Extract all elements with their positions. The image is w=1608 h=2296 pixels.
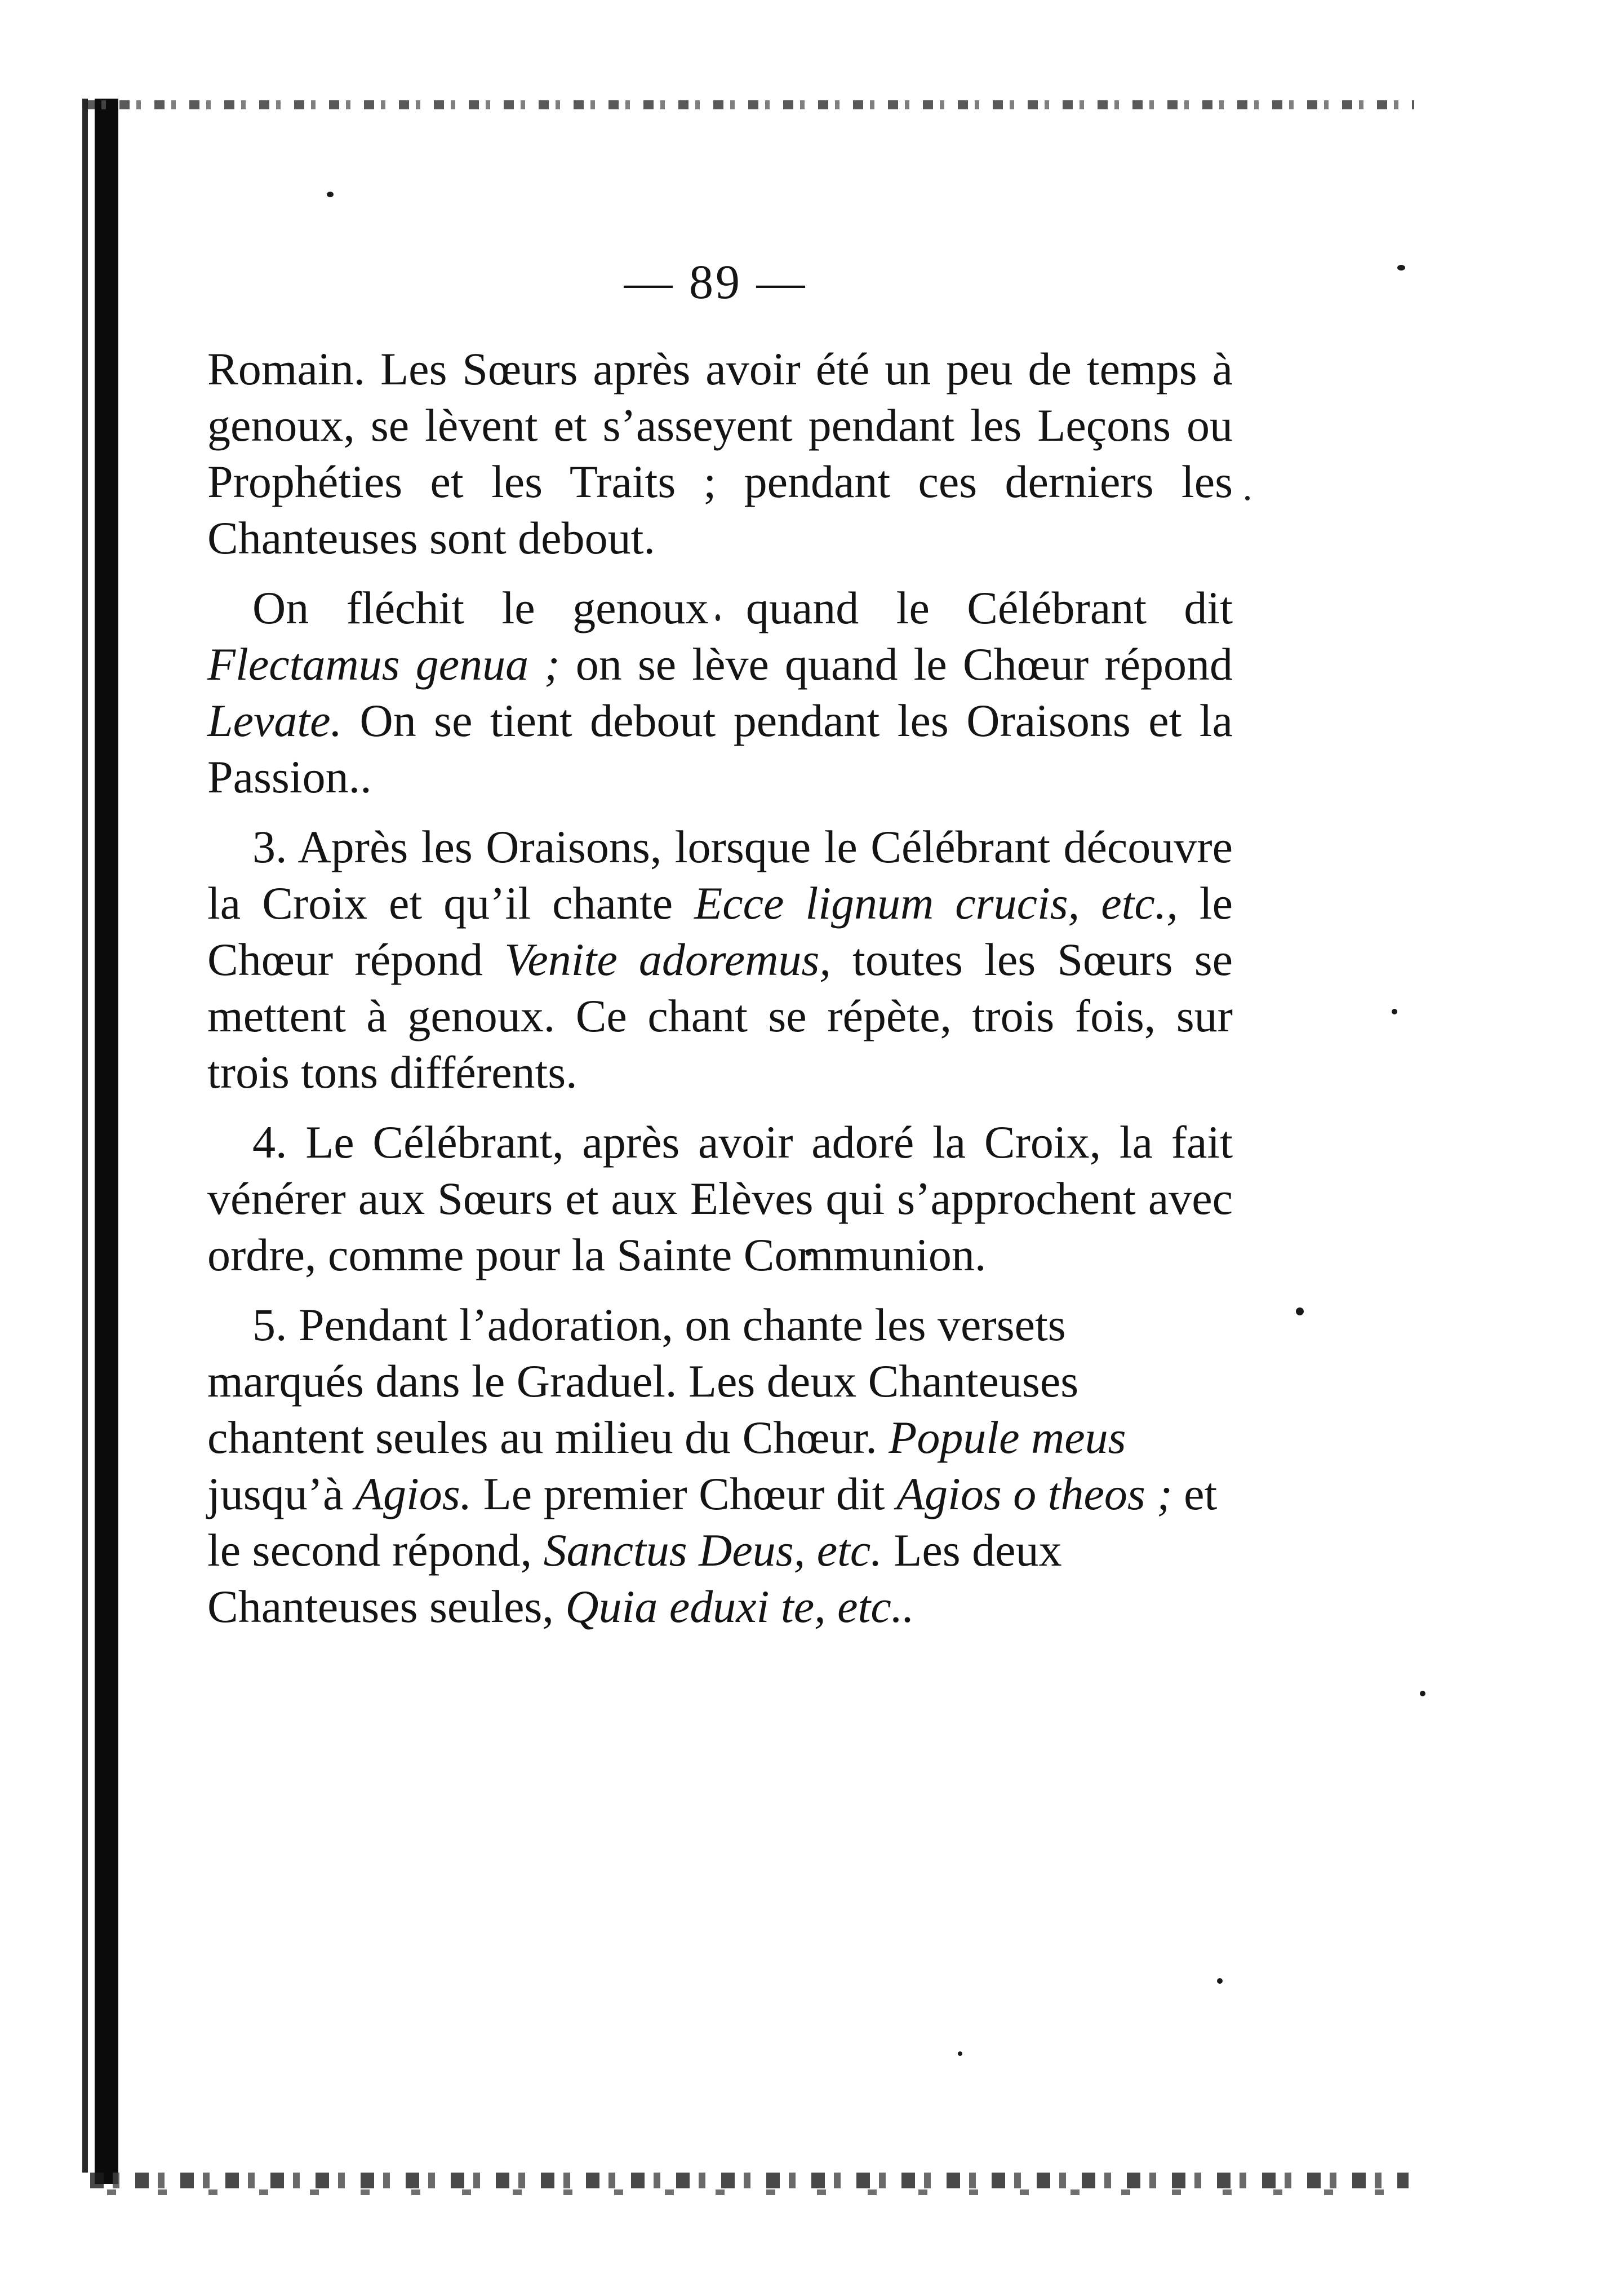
scan-speck [958,2051,962,2056]
text-run: 4. Le Célébrant, après avoir adoré la Croix, la fait vénérer aux Sœurs et aux Elèves qui s’approchent avec ordre, comme pour la Sainte Communion. [207,1116,1233,1280]
body-text [207,341,1233,1648]
latin-phrase: Agios. [354,1468,472,1519]
text-run: On se tient debout pendant les Oraisons et la Passion.. [207,695,1233,803]
text-run: et le second répond, [207,1468,1218,1576]
text-run: 3. Après les Oraisons, lorsque le Célébrant découvre la Croix et qu’il chante [207,821,1233,929]
latin-phrase: Flectamus genua ; [207,639,560,690]
scan-binding-line [82,99,88,2173]
text-run: Le premier Chœur dit [472,1468,896,1519]
latin-phrase: Agios o theos ; [896,1468,1172,1519]
latin-phrase: Venite adoremus, [504,934,831,985]
scan-speck [1420,1691,1425,1696]
text-run: jusqu’à [207,1468,355,1519]
scan-speck [1217,1978,1223,1984]
paragraph [207,341,1233,566]
latin-phrase: Ecce lignum crucis, etc., [694,877,1178,929]
text-run: Romain. Les Sœurs après avoir été un peu de temps à genoux, se lèvent et s’asseyent pendant les Leçons ou Prophéties et les Traits ; pendant ces derniers les Chanteuses sont debout. [207,343,1233,564]
scan-top-edge [85,100,1414,109]
latin-phrase: Popule meus [889,1412,1126,1463]
scan-bottom-edge-2 [90,2189,1409,2195]
scan-binding-shadow [95,99,118,2184]
text-run: on se lève quand le Chœur répond [559,639,1233,690]
latin-phrase: Quia eduxi te, etc.. [565,1581,914,1632]
text-run: Les deux Chanteuses seules, [207,1524,1062,1632]
text-run: On fléchit le genoux quand le Célébrant dit [252,582,1233,633]
scan-speck [1296,1307,1304,1315]
page-number: — 89 — [624,255,807,309]
scan-speck [1392,1009,1397,1014]
paragraph [207,1297,1233,1635]
latin-phrase: Levate. [207,695,343,746]
scan-bottom-edge [90,2173,1409,2188]
text-run: le Chœur répond [207,877,1233,985]
paragraph [207,1114,1233,1283]
paragraph [207,580,1233,805]
paragraph [207,819,1233,1101]
scan-speck [1245,496,1250,500]
text-run: 5. Pendant l’adoration, on chante les versets marqués dans le Graduel. Les deux Chanteuses chantent seules au milieu du Chœur. [207,1299,1079,1463]
latin-phrase: Sanctus Deus, etc. [543,1524,882,1576]
scan-speck [1397,265,1405,271]
scan-speck [327,192,334,197]
text-run: toutes les Sœurs se mettent à genoux. Ce chant se répète, trois fois, sur trois tons différents. [207,934,1233,1098]
